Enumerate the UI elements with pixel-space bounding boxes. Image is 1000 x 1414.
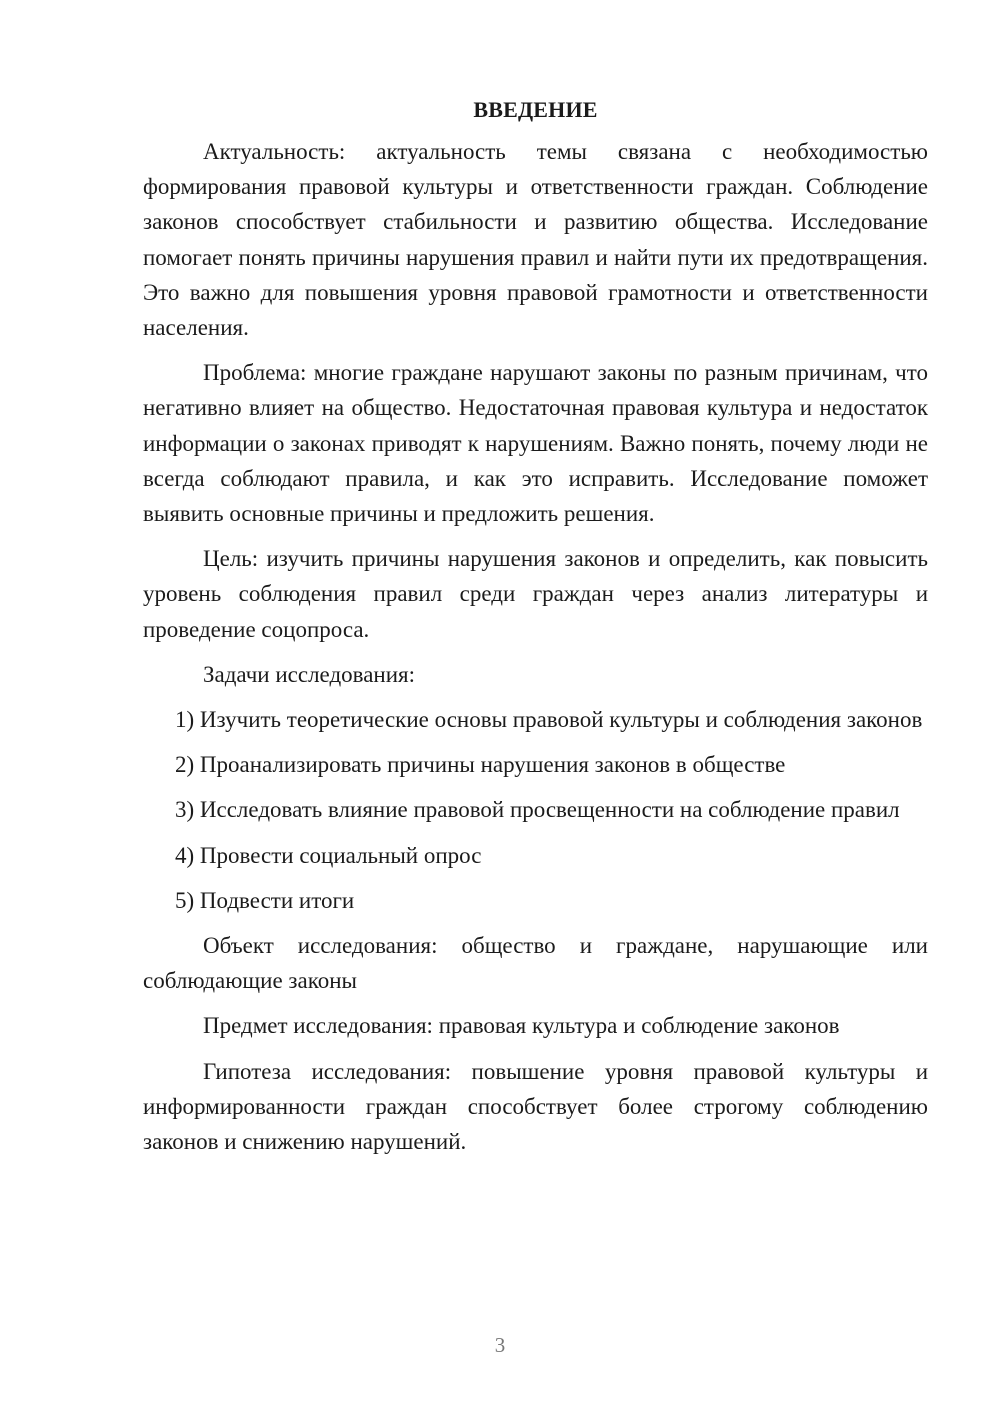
task-item-5: 5) Подвести итоги [175, 887, 355, 913]
subject-paragraph: Предмет исследования: правовая культура и соблюдение законов [203, 1013, 840, 1039]
problem-paragraph: Проблема: многие граждане нарушают законы по разным причинам, что негативно влияет на общество. Недостаточная правовая культура и недостаток информации о законах приводят к нарушениям. Важно понять, почему люди не всегда соблюдают правила, и как это исправить. Исследование поможет выявить основные причины и предложить решения. [143, 360, 928, 527]
hypothesis-paragraph: Гипотеза исследования: повышение уровня правовой культуры и информированности граждан способствует более строгому соблюдению законов и снижению нарушений. [143, 1058, 928, 1155]
goal-paragraph: Цель: изучить причины нарушения законов и определить, как повысить уровень соблюдения правил среди граждан через анализ литературы и проведение соцопроса. [143, 546, 928, 642]
page-number: 3 [494, 1333, 506, 1357]
object-paragraph: Объект исследования: общество и граждане, нарушающие или соблюдающие законы [143, 933, 928, 994]
page-title: ВВЕДЕНИЕ [473, 97, 598, 122]
relevance-paragraph: Актуальность: актуальность темы связана с необходимостью формирования правовой культуры и ответственности граждан. Соблюдение законов способствует стабильности и развитию общества. Исследование помогает понять причины нарушения правил и найти пути их предотвращения. Это важно для повышения уровня правовой грамотности и ответственности населения. [143, 139, 928, 341]
document-body [143, 92, 928, 1169]
task-item-3: 3) Исследовать влияние правовой просвещенности на соблюдение правил [175, 797, 900, 823]
task-item-1: 1) Изучить теоретические основы правовой культуры и соблюдения законов [175, 707, 923, 733]
task-item-4: 4) Провести социальный опрос [175, 842, 482, 868]
task-item-2: 2) Проанализировать причины нарушения законов в обществе [175, 752, 786, 778]
tasks-heading: Задачи исследования: [203, 661, 416, 687]
